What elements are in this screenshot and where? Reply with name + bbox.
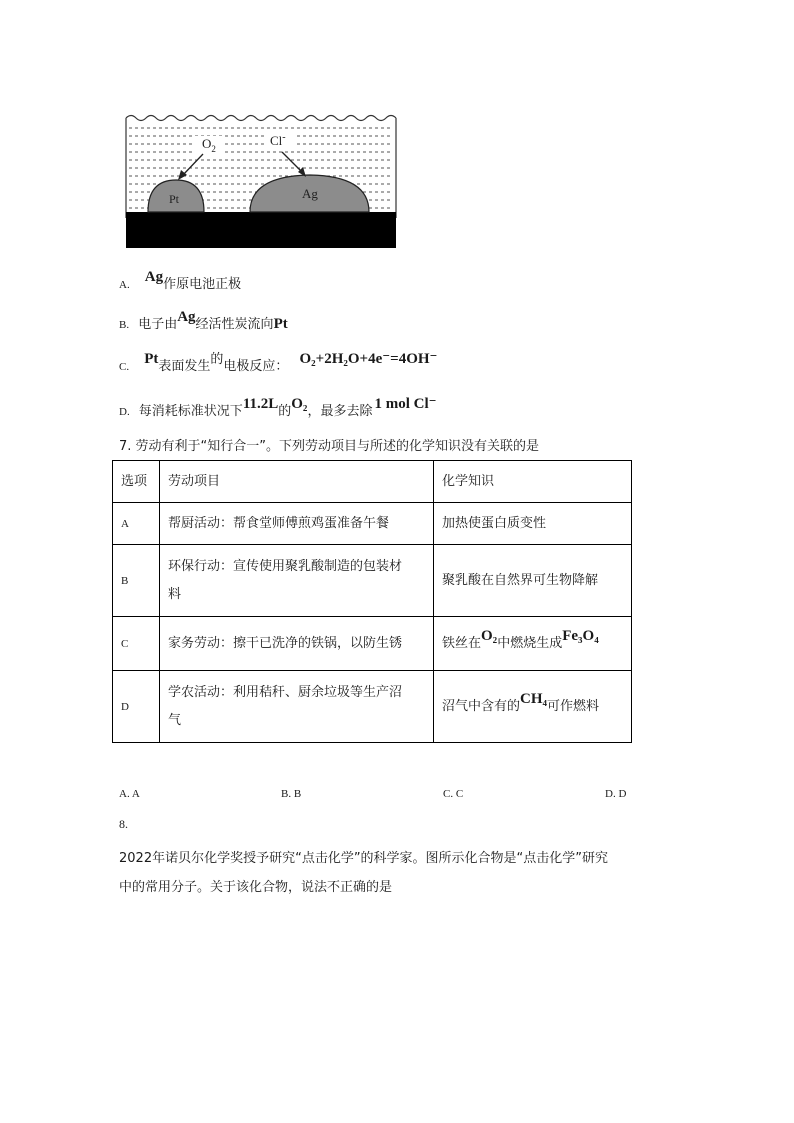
knowledge-formula-o2: O₂ bbox=[481, 628, 498, 644]
cl-label: Cl- bbox=[270, 132, 286, 148]
option-c-text2: 的 bbox=[210, 352, 224, 367]
table-row bbox=[113, 545, 632, 617]
option-c bbox=[119, 351, 438, 375]
table-cell-knowledge: 聚乳酸在自然界可生物降解 bbox=[434, 545, 632, 617]
activated-carbon-base bbox=[126, 212, 396, 248]
question-8-number: 8. bbox=[119, 817, 128, 831]
question-7-table bbox=[112, 460, 632, 743]
electrode-diagram bbox=[120, 108, 400, 253]
table-cell-option: B bbox=[113, 545, 160, 617]
answer-choice-c: C. C bbox=[443, 788, 464, 800]
table-header-cell: 选项 bbox=[113, 461, 160, 503]
knowledge-text: 中燃烧生成 bbox=[497, 636, 563, 651]
option-b-label: B. bbox=[119, 319, 130, 331]
o2-label: $O_2$ bbox=[202, 136, 216, 154]
cl-arrow bbox=[282, 152, 302, 172]
answer-choice-d: D. D bbox=[605, 788, 627, 800]
o2-arrow bbox=[182, 154, 203, 176]
question-8-line2: 中的常用分子。关于该化合物，说法不正确的是 bbox=[119, 880, 393, 895]
table-cell-knowledge bbox=[434, 671, 632, 743]
table-cell-line: 气 bbox=[168, 712, 182, 728]
option-c-text3: 电极反应： bbox=[223, 359, 289, 374]
knowledge-text: 可作燃料 bbox=[547, 699, 600, 714]
table-cell-line: 环保行动：宣传使用聚乳酸制造的包装材 bbox=[168, 558, 403, 574]
option-a bbox=[119, 269, 242, 293]
answer-choice-b: B. B bbox=[281, 788, 302, 800]
option-d-label: D. bbox=[119, 406, 130, 418]
table-cell-line: 料 bbox=[168, 586, 182, 602]
option-d-volume: 11.2L bbox=[242, 396, 279, 412]
electrode-reaction-equation: O₂+2H₂O+4e⁻=4OH⁻ bbox=[299, 351, 438, 367]
table-row bbox=[113, 617, 632, 671]
table-row bbox=[113, 671, 632, 743]
option-d-text1: 每消耗标准状况下 bbox=[138, 404, 243, 419]
option-d bbox=[119, 396, 437, 420]
table-header-cell: 化学知识 bbox=[434, 461, 632, 503]
option-a-formula: Ag bbox=[144, 269, 164, 285]
table-cell-option: C bbox=[113, 617, 160, 671]
option-d-text3: ，最多去除 bbox=[307, 404, 373, 419]
option-b bbox=[119, 309, 288, 333]
option-c-formula1: Pt bbox=[144, 351, 159, 367]
option-d-text2: 的 bbox=[278, 404, 292, 419]
option-c-text1: 表面发生 bbox=[158, 359, 211, 374]
table-cell-project bbox=[160, 671, 434, 743]
option-a-text: 作原电池正极 bbox=[163, 277, 242, 292]
question-8-line1: 2022年诺贝尔化学奖授予研究“点击化学”的科学家。图所示化合物是“点击化学”研究 bbox=[119, 851, 609, 866]
table-header-cell: 劳动项目 bbox=[160, 461, 434, 503]
table-cell-option: A bbox=[113, 503, 160, 545]
option-b-text1: 电子由 bbox=[138, 317, 178, 332]
table-cell-knowledge: 加热使蛋白质变性 bbox=[434, 503, 632, 545]
option-a-label: A. bbox=[119, 279, 130, 291]
pt-label: Pt bbox=[169, 192, 180, 206]
table-cell-line: 学农活动：利用秸秆、厨余垃圾等生产沼 bbox=[168, 684, 403, 700]
knowledge-formula-fe3o4: Fe₃O₄ bbox=[562, 628, 599, 644]
option-b-text2: 经活性炭流向 bbox=[195, 317, 274, 332]
table-cell-project: 帮厨活动：帮食堂师傅煎鸡蛋准备午餐 bbox=[160, 503, 434, 545]
knowledge-text: 铁丝在 bbox=[442, 636, 482, 651]
option-c-label: C. bbox=[119, 361, 130, 373]
table-cell-option: D bbox=[113, 671, 160, 743]
knowledge-formula-ch4: CH₄ bbox=[520, 691, 548, 707]
table-cell-project: 家务劳动：擦干已洗净的铁锅，以防生锈 bbox=[160, 617, 434, 671]
option-d-formula-o2: O₂ bbox=[291, 396, 308, 412]
table-row bbox=[113, 503, 632, 545]
answer-choice-a: A. A bbox=[119, 788, 140, 800]
option-d-amount: 1 mol Cl⁻ bbox=[374, 396, 437, 412]
option-b-formula1: Ag bbox=[177, 309, 196, 325]
table-header-row bbox=[113, 461, 632, 503]
option-b-formula2: Pt bbox=[273, 316, 288, 332]
question-7-stem: 7. 劳动有利于“知行合一”。下列劳动项目与所述的化学知识没有关联的是 bbox=[119, 439, 540, 454]
table-cell-project bbox=[160, 545, 434, 617]
knowledge-text: 沼气中含有的 bbox=[442, 699, 521, 714]
table-cell-knowledge bbox=[434, 617, 632, 671]
ag-label: Ag bbox=[302, 186, 318, 201]
